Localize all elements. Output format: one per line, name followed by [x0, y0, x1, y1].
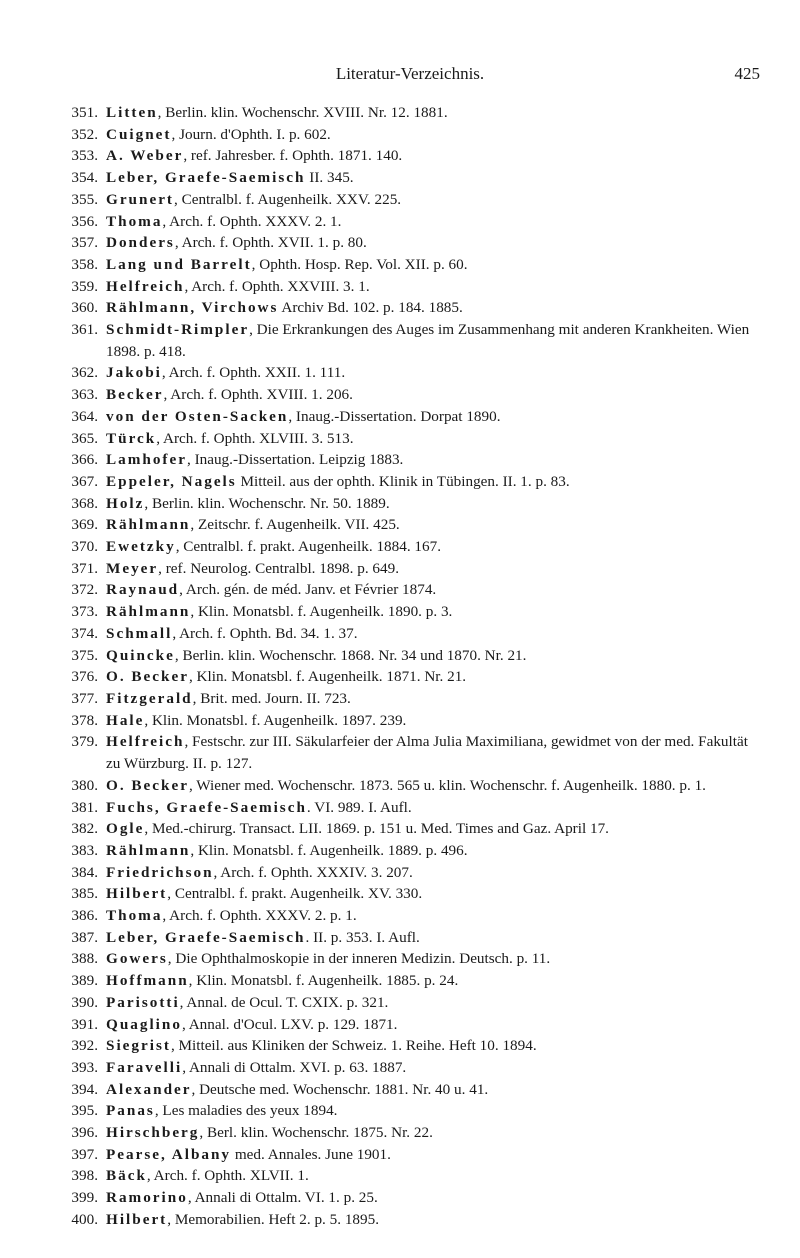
entry-reference: , ref. Neurolog. Centralbl. 1898. p. 649.	[158, 559, 399, 577]
entry-reference: , Les maladies des yeux 1894.	[154, 1102, 338, 1120]
bibliography-list	[60, 102, 760, 1231]
entry-number: 360.	[71, 299, 98, 317]
bibliography-entry	[60, 775, 760, 797]
bibliography-entry	[60, 862, 760, 884]
bibliography-entry	[60, 1187, 760, 1209]
entry-text	[106, 992, 760, 1014]
entry-reference: Archiv Bd. 102. p. 184. 1885.	[278, 299, 463, 317]
entry-text	[106, 970, 760, 992]
entry-text	[106, 124, 760, 146]
bibliography-entry	[60, 1014, 760, 1036]
entry-reference: , Annal. d'Ocul. LXV. p. 129. 1871.	[181, 1015, 398, 1033]
entry-text	[106, 623, 760, 645]
bibliography-entry	[60, 124, 760, 146]
entry-reference: , Inaug.-Dissertation. Leipzig 1883.	[186, 451, 404, 469]
bibliography-entry	[60, 970, 760, 992]
entry-author: Alexander	[106, 1080, 192, 1098]
bibliography-entry	[60, 514, 760, 536]
entry-text	[106, 948, 760, 970]
entry-text	[106, 493, 760, 515]
entry-reference: , Festschr. zur III. Säkularfeier der Alma Julia Maximiliana, gewidmet von der med. Fakultät zu Würzburg. II. p. 127.	[106, 733, 748, 773]
entry-number: 355.	[71, 190, 98, 208]
entry-text	[106, 362, 760, 384]
entry-reference: , Annal. de Ocul. T. CXIX. p. 321.	[179, 993, 389, 1011]
entry-author: Schmidt-Rimpler	[106, 321, 250, 339]
entry-number: 393.	[71, 1058, 98, 1076]
entry-author: Rählmann, Virchows	[106, 299, 279, 317]
entry-reference: med. Annales. June 1901.	[231, 1145, 391, 1163]
entry-reference: , Annali di Ottalm. XVI. p. 63. 1887.	[182, 1058, 407, 1076]
entry-text	[106, 579, 760, 601]
bibliography-entry	[60, 536, 760, 558]
entry-text	[106, 862, 760, 884]
entry-author: Leber, Graefe-Saemisch	[106, 928, 306, 946]
entry-number: 352.	[71, 125, 98, 143]
entry-author: Hale	[106, 711, 145, 729]
entry-number: 397.	[71, 1145, 98, 1163]
bibliography-entry	[60, 645, 760, 667]
bibliography-entry	[60, 1144, 760, 1166]
entry-number: 356.	[71, 212, 98, 230]
bibliography-entry	[60, 276, 760, 298]
entry-author: Quaglino	[106, 1015, 182, 1033]
entry-number: 379.	[71, 733, 98, 751]
entry-reference: , Berlin. klin. Wochenschr. XVIII. Nr. 12. 1881.	[157, 104, 448, 121]
bibliography-entry	[60, 384, 760, 406]
entry-author: Cuignet	[106, 125, 172, 143]
entry-reference: , Journ. d'Ophth. I. p. 602.	[171, 125, 331, 143]
entry-author: Jakobi	[106, 364, 162, 382]
entry-number: 358.	[71, 255, 98, 273]
bibliography-entry	[60, 1165, 760, 1187]
entry-author: Thoma	[106, 907, 163, 925]
entry-reference: , Berlin. klin. Wochenschr. Nr. 50. 1889.	[144, 494, 390, 512]
bibliography-entry	[60, 666, 760, 688]
entry-text	[106, 1122, 760, 1144]
entry-author: Ramorino	[106, 1189, 188, 1207]
entry-text	[106, 666, 760, 688]
entry-author: Gowers	[106, 950, 168, 968]
entry-number: 390.	[71, 993, 98, 1011]
entry-number: 399.	[71, 1189, 98, 1207]
entry-author: Meyer	[106, 559, 159, 577]
entry-reference: , Arch. f. Ophth. XXXV. 2. 1.	[162, 212, 342, 230]
entry-number: 380.	[71, 776, 98, 794]
entry-reference: , Wiener med. Wochenschr. 1873. 565 u. klin. Wochenschr. f. Augenheilk. 1880. p. 1.	[188, 776, 706, 794]
entry-reference: , Centralbl. f. prakt. Augenheilk. 1884. 167.	[175, 538, 442, 556]
entry-reference: , Centralbl. f. Augenheilk. XXV. 225.	[174, 190, 402, 208]
entry-reference: , Arch. f. Ophth. XXXV. 2. p. 1.	[162, 907, 357, 925]
entry-number: 392.	[71, 1037, 98, 1055]
bibliography-entry	[60, 189, 760, 211]
entry-text	[106, 645, 760, 667]
entry-text	[106, 1165, 760, 1187]
entry-number: 384.	[71, 863, 98, 881]
entry-author: Fitzgerald	[106, 689, 193, 707]
entry-author: Schmall	[106, 624, 173, 642]
entry-reference: , Deutsche med. Wochenschr. 1881. Nr. 40 u. 41.	[191, 1080, 489, 1098]
entry-reference: , Arch. f. Ophth. XLVIII. 3. 513.	[156, 429, 354, 447]
entry-reference: , Die Ophthalmoskopie in der inneren Medizin. Deutsch. p. 11.	[167, 950, 551, 968]
entry-author: O. Becker	[106, 668, 189, 686]
entry-number: 362.	[71, 364, 98, 382]
entry-number: 382.	[71, 820, 98, 838]
entry-text	[106, 1035, 760, 1057]
entry-text	[106, 319, 760, 362]
entry-text	[106, 276, 760, 298]
bibliography-entry	[60, 992, 760, 1014]
entry-reference: , Berlin. klin. Wochenschr. 1868. Nr. 34 und 1870. Nr. 21.	[174, 646, 527, 664]
entry-text	[106, 406, 760, 428]
bibliography-entry	[60, 1035, 760, 1057]
entry-number: 400.	[71, 1210, 98, 1228]
entry-reference: , Mitteil. aus Kliniken der Schweiz. 1. Reihe. Heft 10. 1894.	[170, 1037, 537, 1055]
entry-author: Helfreich	[106, 277, 185, 295]
entry-author: Hilbert	[106, 1210, 168, 1228]
entry-number: 367.	[71, 472, 98, 490]
entry-text	[106, 167, 760, 189]
entry-author: Faravelli	[106, 1058, 183, 1076]
entry-author: Helfreich	[106, 733, 185, 751]
entry-reference: , Klin. Monatsbl. f. Augenheilk. 1885. p. 24.	[188, 972, 459, 990]
entry-text	[106, 449, 760, 471]
entry-text	[106, 797, 760, 819]
entry-author: Holz	[106, 494, 145, 512]
entry-text	[106, 536, 760, 558]
entry-number: 398.	[71, 1167, 98, 1185]
bibliography-entry	[60, 1100, 760, 1122]
entry-reference: , Klin. Monatsbl. f. Augenheilk. 1897. 239.	[144, 711, 407, 729]
bibliography-entry	[60, 362, 760, 384]
entry-author: Rählmann	[106, 841, 191, 859]
entry-reference: , Arch. f. Ophth. XXXIV. 3. 207.	[213, 863, 413, 881]
entry-number: 372.	[71, 581, 98, 599]
entry-text	[106, 1079, 760, 1101]
bibliography-entry	[60, 1057, 760, 1079]
entry-text	[106, 883, 760, 905]
entry-reference: , Klin. Monatsbl. f. Augenheilk. 1890. p. 3.	[190, 603, 453, 621]
bibliography-entry	[60, 840, 760, 862]
entry-number: 396.	[71, 1124, 98, 1142]
entry-text	[106, 558, 760, 580]
entry-number: 354.	[71, 169, 98, 187]
entry-author: Pearse, Albany	[106, 1145, 232, 1163]
entry-reference: . VI. 989. I. Aufl.	[306, 798, 412, 816]
entry-text	[106, 1209, 760, 1231]
entry-author: Hirschberg	[106, 1124, 200, 1142]
entry-number: 357.	[71, 234, 98, 252]
entry-author: Ogle	[106, 820, 145, 838]
entry-reference: , Ophth. Hosp. Rep. Vol. XII. p. 60.	[251, 255, 468, 273]
entry-number: 373.	[71, 603, 98, 621]
entry-number: 387.	[71, 928, 98, 946]
entry-number: 364.	[71, 407, 98, 425]
entry-text	[106, 818, 760, 840]
entry-reference: , Arch. gén. de méd. Janv. et Février 1874.	[179, 581, 437, 599]
bibliography-entry	[60, 406, 760, 428]
bibliography-entry	[60, 145, 760, 167]
entry-text	[106, 688, 760, 710]
entry-number: 365.	[71, 429, 98, 447]
entry-author: O. Becker	[106, 776, 189, 794]
entry-reference: . II. p. 353. I. Aufl.	[305, 928, 420, 946]
entry-text	[106, 384, 760, 406]
entry-number: 388.	[71, 950, 98, 968]
entry-reference: , Die Erkrankungen des Auges im Zusammenhang mit anderen Krankheiten. Wien 1898. p. 418.	[106, 321, 750, 360]
bibliography-entry	[60, 905, 760, 927]
entry-author: Becker	[106, 386, 164, 404]
entry-text	[106, 232, 760, 254]
entry-reference: , Klin. Monatsbl. f. Augenheilk. 1871. Nr. 21.	[188, 668, 467, 686]
entry-author: Hoffmann	[106, 972, 189, 990]
entry-number: 376.	[71, 668, 98, 686]
entry-author: Eppeler, Nagels	[106, 472, 237, 490]
entry-author: Quincke	[106, 646, 175, 664]
bibliography-entry	[60, 211, 760, 233]
page-header	[60, 64, 760, 88]
bibliography-entry	[60, 797, 760, 819]
entry-number: 391.	[71, 1015, 98, 1033]
entry-author: Grunert	[106, 190, 174, 208]
entry-number: 381.	[71, 798, 98, 816]
entry-number: 361.	[71, 321, 98, 339]
entry-text	[106, 1144, 760, 1166]
entry-reference: , Klin. Monatsbl. f. Augenheilk. 1889. p. 496.	[190, 841, 468, 859]
entry-author: Bäck	[106, 1167, 147, 1185]
entry-reference: , Inaug.-Dissertation. Dorpat 1890.	[288, 407, 501, 425]
entry-reference: Mitteil. aus der ophth. Klinik in Tübingen. II. 1. p. 83.	[236, 472, 570, 490]
entry-text	[106, 254, 760, 276]
entry-text	[106, 428, 760, 450]
entry-text	[106, 731, 760, 774]
entry-reference: II. 345.	[305, 169, 354, 187]
entry-number: 385.	[71, 885, 98, 903]
bibliography-entry	[60, 818, 760, 840]
entry-reference: , Arch. f. Ophth. XXVIII. 3. 1.	[184, 277, 370, 295]
entry-reference: , Zeitschr. f. Augenheilk. VII. 425.	[190, 516, 400, 534]
entry-author: Friedrichson	[106, 863, 214, 881]
bibliography-entry	[60, 1079, 760, 1101]
entry-reference: , Centralbl. f. prakt. Augenheilk. XV. 330.	[167, 885, 423, 903]
entry-reference: , Med.-chirurg. Transact. LII. 1869. p. 151 u. Med. Times and Gaz. April 17.	[144, 820, 609, 838]
entry-reference: , Annali di Ottalm. VI. 1. p. 25.	[187, 1189, 378, 1207]
entry-author: Fuchs, Graefe-Saemisch	[106, 798, 307, 816]
entry-text	[106, 710, 760, 732]
entry-text	[106, 514, 760, 536]
entry-reference: , Berl. klin. Wochenschr. 1875. Nr. 22.	[199, 1124, 433, 1142]
entry-text	[106, 927, 760, 949]
entry-author: von der Osten-Sacken	[106, 407, 289, 425]
entry-reference: , Arch. f. Ophth. XXII. 1. 111.	[161, 364, 346, 382]
bibliography-entry	[60, 1209, 760, 1231]
bibliography-entry	[60, 579, 760, 601]
entry-number: 368.	[71, 494, 98, 512]
bibliography-entry	[60, 558, 760, 580]
entry-number: 377.	[71, 689, 98, 707]
entry-number: 394.	[71, 1080, 98, 1098]
entry-number: 366.	[71, 451, 98, 469]
entry-number: 370.	[71, 538, 98, 556]
entry-number: 371.	[71, 559, 98, 577]
entry-author: Donders	[106, 234, 175, 252]
entry-number: 383.	[71, 841, 98, 859]
entry-number: 375.	[71, 646, 98, 664]
entry-author: Litten	[106, 104, 158, 121]
entry-number: 359.	[71, 277, 98, 295]
entry-number: 351.	[71, 104, 98, 121]
bibliography-entry	[60, 948, 760, 970]
entry-author: Panas	[106, 1102, 155, 1120]
bibliography-entry	[60, 493, 760, 515]
page-number: 425	[734, 64, 760, 83]
entry-text	[106, 1100, 760, 1122]
entry-text	[106, 840, 760, 862]
bibliography-entry	[60, 319, 760, 362]
bibliography-entry	[60, 1122, 760, 1144]
entry-number: 395.	[71, 1102, 98, 1120]
entry-text	[106, 189, 760, 211]
entry-reference: , Brit. med. Journ. II. 723.	[192, 689, 351, 707]
bibliography-entry	[60, 688, 760, 710]
entry-author: Parisotti	[106, 993, 180, 1011]
entry-author: Leber, Graefe-Saemisch	[106, 169, 306, 187]
bibliography-entry	[60, 623, 760, 645]
bibliography-entry	[60, 428, 760, 450]
entry-reference: , Memorabilien. Heft 2. p. 5. 1895.	[167, 1210, 379, 1228]
entry-author: Rählmann	[106, 603, 191, 621]
entry-author: Siegrist	[106, 1037, 171, 1055]
running-title: Literatur-Verzeichnis.	[335, 64, 485, 83]
entry-number: 386.	[71, 907, 98, 925]
bibliography-entry	[60, 601, 760, 623]
entry-text	[106, 905, 760, 927]
entry-text	[106, 297, 760, 319]
bibliography-entry	[60, 232, 760, 254]
entry-text	[106, 145, 760, 167]
entry-text	[106, 1057, 760, 1079]
entry-author: Lamhofer	[106, 451, 187, 469]
entry-text	[106, 1187, 760, 1209]
entry-author: Ewetzky	[106, 538, 176, 556]
entry-number: 369.	[71, 516, 98, 534]
entry-number: 363.	[71, 386, 98, 404]
entry-author: Hilbert	[106, 885, 168, 903]
bibliography-entry	[60, 254, 760, 276]
entry-author: A. Weber	[106, 147, 184, 165]
entry-reference: , ref. Jahresber. f. Ophth. 1871. 140.	[183, 147, 403, 165]
entry-number: 378.	[71, 711, 98, 729]
entry-number: 353.	[71, 147, 98, 165]
entry-text	[106, 1014, 760, 1036]
entry-author: Lang und Barrelt	[106, 255, 252, 273]
entry-text	[106, 102, 760, 124]
entry-reference: , Arch. f. Ophth. XVIII. 1. 206.	[163, 386, 353, 404]
bibliography-entry	[60, 449, 760, 471]
bibliography-entry	[60, 883, 760, 905]
entry-text	[106, 775, 760, 797]
bibliography-entry	[60, 731, 760, 774]
bibliography-entry	[60, 167, 760, 189]
bibliography-entry	[60, 710, 760, 732]
entry-author: Türck	[106, 429, 157, 447]
bibliography-entry	[60, 297, 760, 319]
entry-reference: , Arch. f. Ophth. XLVII. 1.	[146, 1167, 309, 1185]
entry-reference: , Arch. f. Ophth. Bd. 34. 1. 37.	[172, 624, 358, 642]
entry-author: Thoma	[106, 212, 163, 230]
entry-number: 389.	[71, 972, 98, 990]
entry-reference: , Arch. f. Ophth. XVII. 1. p. 80.	[174, 234, 367, 252]
entry-number: 374.	[71, 624, 98, 642]
bibliography-entry	[60, 102, 760, 124]
bibliography-entry	[60, 927, 760, 949]
entry-text	[106, 211, 760, 233]
entry-author: Rählmann	[106, 516, 191, 534]
entry-author: Raynaud	[106, 581, 180, 599]
entry-text	[106, 471, 760, 493]
entry-text	[106, 601, 760, 623]
bibliography-entry	[60, 471, 760, 493]
